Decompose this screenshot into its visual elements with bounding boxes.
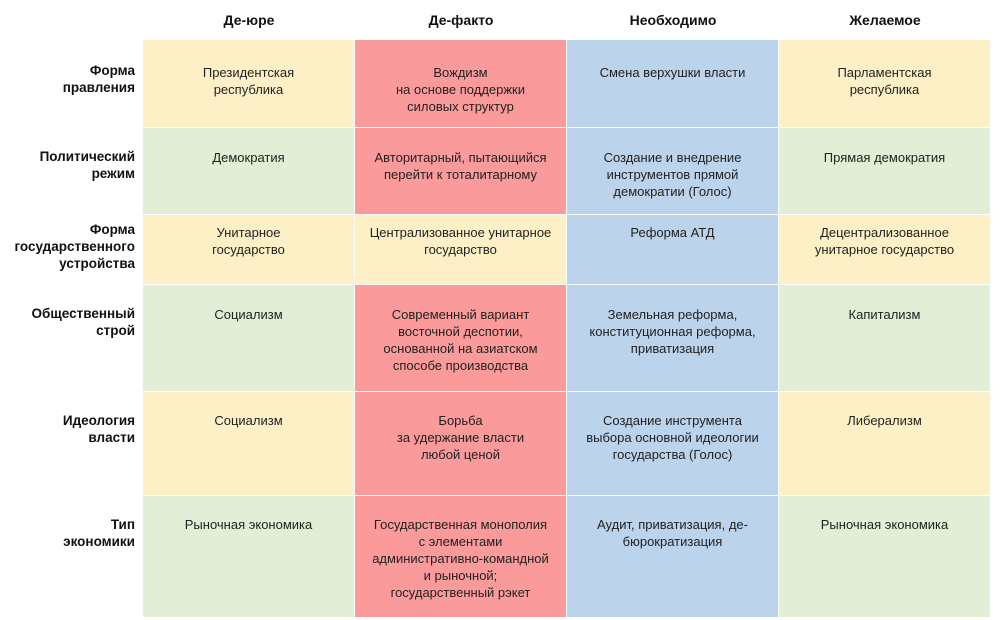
cell-text: Капитализм (848, 307, 921, 322)
row-header-line: Форма (89, 222, 135, 237)
row-header (0, 392, 143, 496)
cell-text: Вождизм на основе поддержки силовых структур (395, 65, 526, 114)
row-header-line: государственного (14, 239, 135, 254)
row-header-line: строй (96, 323, 135, 338)
cell-text: Президентская республика (202, 65, 295, 97)
cell-text: Авторитарный, пытающийся перейти к тоталитарному (374, 150, 547, 182)
table-cell (355, 285, 567, 392)
table-cell (143, 40, 355, 128)
row-header (0, 215, 143, 285)
row-header (0, 496, 143, 618)
row-header-line: экономики (63, 534, 135, 549)
row-header-line: режим (91, 166, 135, 181)
table-cell (779, 128, 991, 215)
table-cell (567, 128, 779, 215)
table-cell (355, 215, 567, 285)
cell-text: Парламентская республика (837, 65, 932, 97)
row-header-line: Общественный (31, 306, 135, 321)
table-cell (567, 496, 779, 618)
cell-text: Рыночная экономика (184, 517, 313, 532)
cell-text: Создание и внедрение инструментов прямой демократии (Голос) (603, 150, 742, 199)
table-cell (143, 215, 355, 285)
row-header-line: Политический (39, 149, 135, 164)
row-header-line: Форма (89, 63, 135, 78)
cell-text: Современный вариант восточной деспотии, основанной на азиатском способе производства (383, 307, 538, 373)
row-header-line: власти (88, 430, 135, 445)
table-cell (355, 128, 567, 215)
cell-text: Либерализм (847, 413, 922, 428)
table-cell (143, 128, 355, 215)
row-header (0, 128, 143, 215)
column-header-necessary: Необходимо (629, 12, 717, 28)
cell-text: Борьба за удержание власти любой ценой (396, 413, 525, 462)
row-header-line: Идеология (62, 413, 135, 428)
table-cell (567, 285, 779, 392)
table-cell (779, 392, 991, 496)
cell-text: Унитарное государство (212, 225, 285, 257)
row-header-line: правления (62, 80, 135, 95)
cell-text: Прямая демократия (823, 150, 946, 165)
column-header-de-facto: Де-факто (428, 12, 494, 28)
column-header-desired: Желаемое (849, 12, 921, 28)
cell-text: Социализм (214, 413, 283, 428)
cell-text: Государственная монополия с элементами административно-командной и рыночной; государственный рэкет (372, 517, 549, 600)
cell-text: Аудит, приватизация, де- бюрократизация (597, 517, 748, 549)
cell-text: Земельная реформа, конституционная реформа, приватизация (589, 307, 756, 356)
cell-text: Централизованное унитарное государство (369, 225, 552, 257)
table-cell (567, 40, 779, 128)
cell-text: Смена верхушки власти (599, 65, 746, 80)
table-cell (567, 215, 779, 285)
cell-text: Децентрализованное унитарное государство (814, 225, 955, 257)
table-cell (355, 496, 567, 618)
table-cell (779, 496, 991, 618)
table-cell (779, 40, 991, 128)
column-header-de-jure: Де-юре (223, 12, 275, 28)
table-cell (143, 496, 355, 618)
cell-text: Демократия (212, 150, 285, 165)
table-cell (567, 392, 779, 496)
row-header-line: Тип (110, 517, 135, 532)
cell-text: Социализм (214, 307, 283, 322)
cell-text: Реформа АТД (630, 225, 715, 240)
table-cell (355, 40, 567, 128)
table-cell (143, 392, 355, 496)
cell-text: Создание инструмента выбора основной идеологии государства (Голос) (586, 413, 759, 462)
table-cell (779, 285, 991, 392)
table-corner (0, 0, 143, 40)
row-header-line: устройства (59, 256, 135, 271)
table-cell (779, 215, 991, 285)
table-cell (143, 285, 355, 392)
table-cell (355, 392, 567, 496)
cell-text: Рыночная экономика (820, 517, 949, 532)
row-header (0, 40, 143, 128)
row-header (0, 285, 143, 392)
